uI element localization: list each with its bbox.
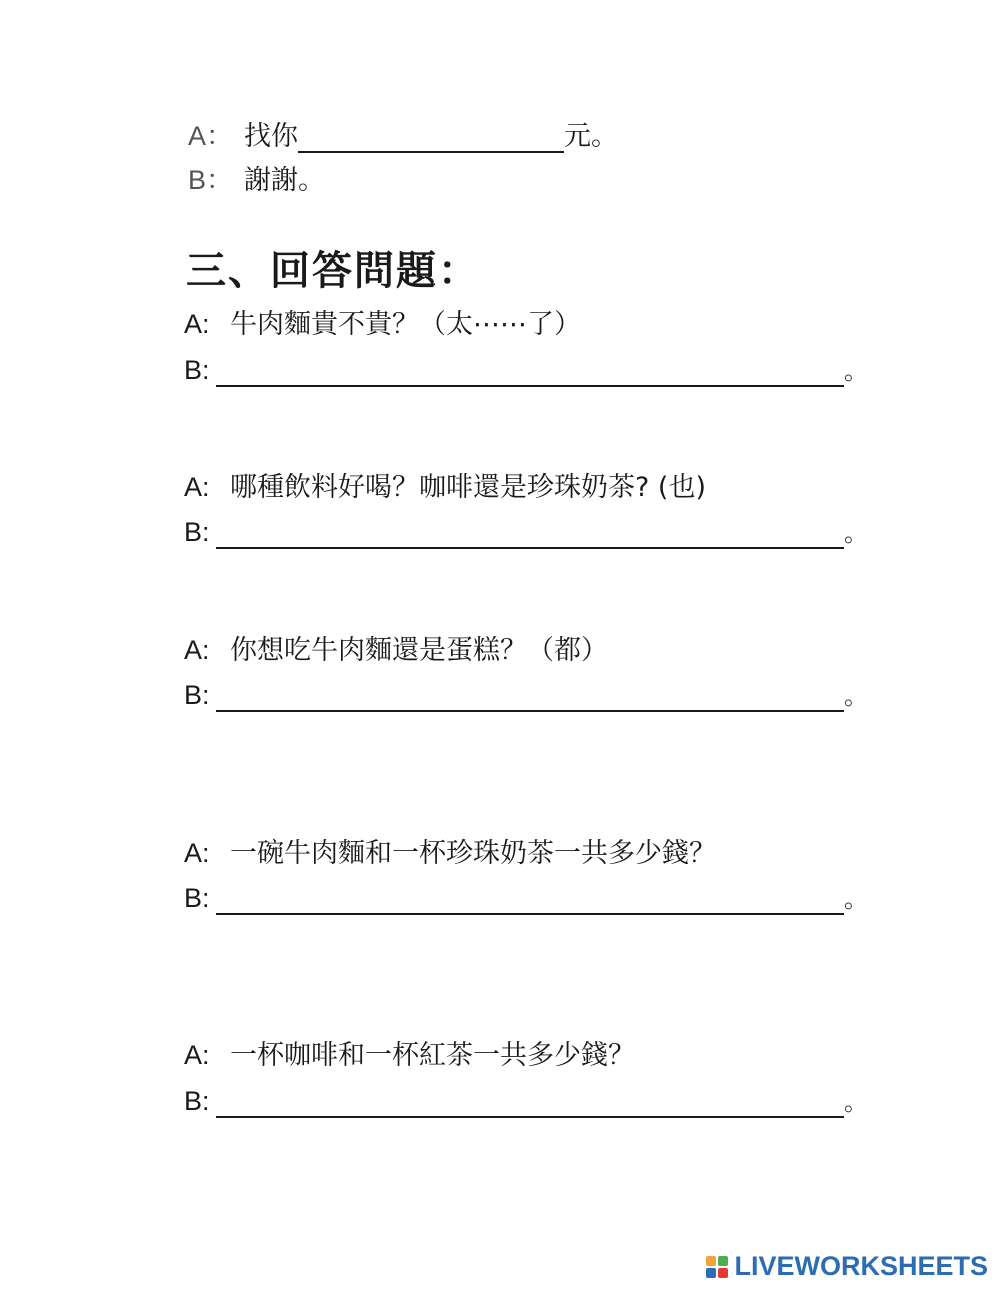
logo-text: LIVEWORKSHEETS [734,1251,988,1281]
question-5-text: 一杯咖啡和一杯紅茶一共多少錢？ [230,1040,635,1071]
answer-4 [184,880,868,917]
question-4-a-label: A: [184,838,210,868]
question-3-text: 你想吃牛肉麵還是蛋糕？（都） [230,635,608,666]
liveworksheets-logo-icon [706,1256,728,1278]
question-1-text: 牛肉麵貴不貴？（太⋯⋯了） [230,309,581,340]
answer-3-period: 。 [844,682,868,710]
answer-3 [184,677,868,714]
section-title: 三、回答問題： [186,248,480,294]
answer-5 [184,1083,868,1120]
question-2-a-label: A: [184,472,210,502]
question-3-a-label: A: [184,635,210,665]
question-5 [184,1037,635,1074]
answer-2-input[interactable] [216,519,844,549]
answer-2 [184,514,868,551]
dialogue-text-before: 找你 [244,121,298,152]
answer-1-b-label: B: [184,355,210,385]
logo-square-4 [718,1268,728,1278]
question-4 [184,835,716,872]
answer-4-input[interactable] [216,885,844,915]
answer-2-b-label: B: [184,517,210,547]
logo-square-2 [718,1256,728,1266]
question-4-text: 一碗牛肉麵和一杯珍珠奶茶一共多少錢？ [230,838,716,869]
dialogue-thanks-text: 謝謝。 [244,165,325,196]
answer-5-b-label: B: [184,1086,210,1116]
answer-1-input[interactable] [216,357,844,387]
answer-4-period: 。 [844,885,868,913]
answer-1 [184,352,868,389]
dialogue-line-b [188,162,325,199]
liveworksheets-logo [706,1251,988,1282]
speaker-b-label: B： [188,165,234,195]
question-2 [184,469,706,506]
answer-4-b-label: B: [184,883,210,913]
dialogue-line-a [188,118,618,155]
speaker-a-label: A： [188,121,234,151]
logo-square-3 [706,1268,716,1278]
question-1 [184,306,581,343]
answer-3-b-label: B: [184,680,210,710]
answer-2-period: 。 [844,519,868,547]
question-1-a-label: A: [184,309,210,339]
answer-1-period: 。 [844,357,868,385]
dialogue-text-after: 元。 [564,121,618,152]
question-2-text: 哪種飲料好喝？咖啡還是珍珠奶茶? (也) [230,472,706,503]
question-3 [184,632,608,669]
answer-5-input[interactable] [216,1088,844,1118]
question-5-a-label: A: [184,1040,210,1070]
answer-3-input[interactable] [216,682,844,712]
logo-square-1 [706,1256,716,1266]
answer-5-period: 。 [844,1088,868,1116]
change-amount-input[interactable] [298,123,564,153]
